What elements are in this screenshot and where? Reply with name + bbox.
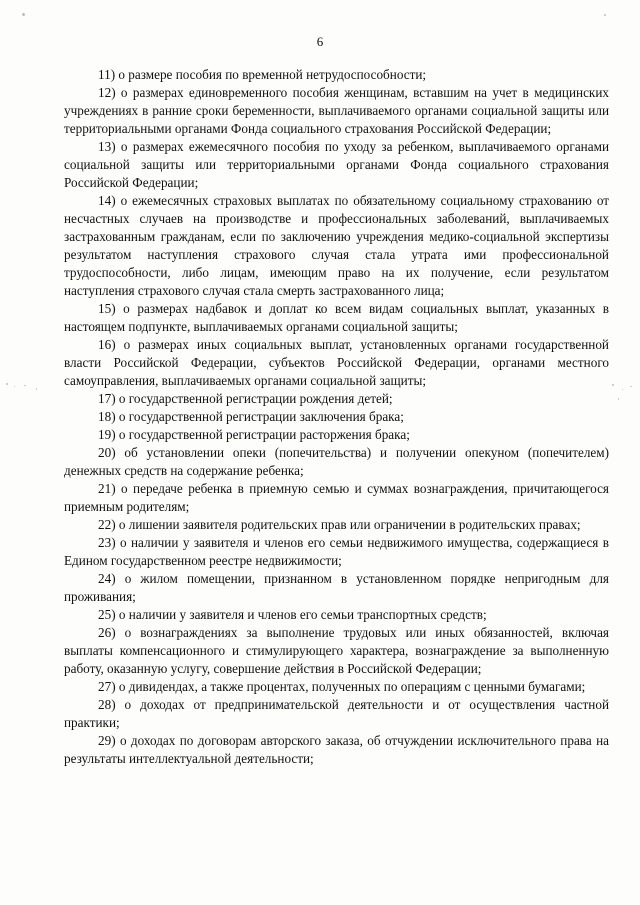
list-item-29: 29) о доходах по договорам авторского заказа, об отчуждении исключительного права на результаты интеллектуальной деятельности; [64,733,609,766]
list-item-22: 22) о лишении заявителя родительских прав или ограничении в родительских правах; [98,517,581,532]
scan-speck [6,383,8,385]
list-item-13: 13) о размерах ежемесячного пособия по уходу за ребенком, выплачиваемого органами социальной защиты или территориальными органами Фонда социального страхования Российской Федерации; [64,139,609,190]
scan-speck [612,384,614,386]
document-body [64,66,609,768]
scan-speck [604,14,606,16]
list-item-21: 21) о передаче ребенка в приемную семью и суммах вознаграждения, причитающегося приемным родителям; [64,481,609,514]
list-item-24: 24) о жилом помещении, признанном в установленном порядке непригодным для проживания; [64,571,609,604]
list-item-25: 25) о наличии у заявителя и членов его семьи транспортных средств; [98,607,487,622]
list-item-23: 23) о наличии у заявителя и членов его семьи недвижимого имущества, содержащиеся в Едином государственном реестре недвижимости; [64,535,609,568]
list-item-14: 14) о ежемесячных страховых выплатах по обязательному социальному страхованию от несчастных случаев на производстве и профессиональных заболеваний, выплачиваемых застрахованным гражданам, если по заключению учреждения медико-социальной экспертизы результатом наступления страхового случая стала утрата ими профессиональной трудоспособности, либо лицам, имеющим право на их получение, если результатом наступления страхового случая стала смерть застрахованного лица; [64,193,609,298]
scan-speck [622,389,623,390]
scan-speck [22,13,25,16]
list-item-19: 19) о государственной регистрации расторжения брака; [98,427,410,442]
scan-speck [14,386,15,387]
list-item-26: 26) о вознаграждениях за выполнение трудовых или иных обязанностей, включая выплаты компенсационного и стимулирующего характера, вознаграждение за выполненную работу, оказанную услугу, совершение действия в Российской Федерации; [64,625,609,676]
list-item-20: 20) об установлении опеки (попечительства) и получении опекуном (попечителем) денежных средств на содержание ребенка; [64,445,609,478]
list-item-27: 27) о дивидендах, а также процентах, полученных по операциям с ценными бумагами; [98,679,586,694]
list-item-28: 28) о доходах от предпринимательской деятельности и от осуществления частной практики; [64,697,609,730]
scan-speck [618,398,619,400]
list-item-12: 12) о размерах единовременного пособия женщинам, вставшим на учет в медицинских учреждениях в ранние сроки беременности, выплачиваемого органами социальной защиты или территориальными органами Фонда социального страхования Российской Федерации; [64,85,609,136]
page-number: 6 [316,34,324,49]
list-item-15: 15) о размерах надбавок и доплат ко всем видам социальных выплат, указанных в настоящем подпункте, выплачиваемых органами социальной защиты; [64,301,609,334]
list-item-16: 16) о размерах иных социальных выплат, установленных органами государственной власти Российской Федерации, субъектов Российской Федерации, органами местного самоуправления, выплачиваемых органами социальной защиты; [64,337,609,388]
scan-speck [24,385,26,386]
list-item-11: 11) о размере пособия по временной нетрудоспособности; [98,67,427,82]
scan-speck [630,386,632,387]
scan-speck [36,388,37,390]
list-item-17: 17) о государственной регистрации рождения детей; [98,391,393,406]
list-item-18: 18) о государственной регистрации заключения брака; [98,409,404,424]
